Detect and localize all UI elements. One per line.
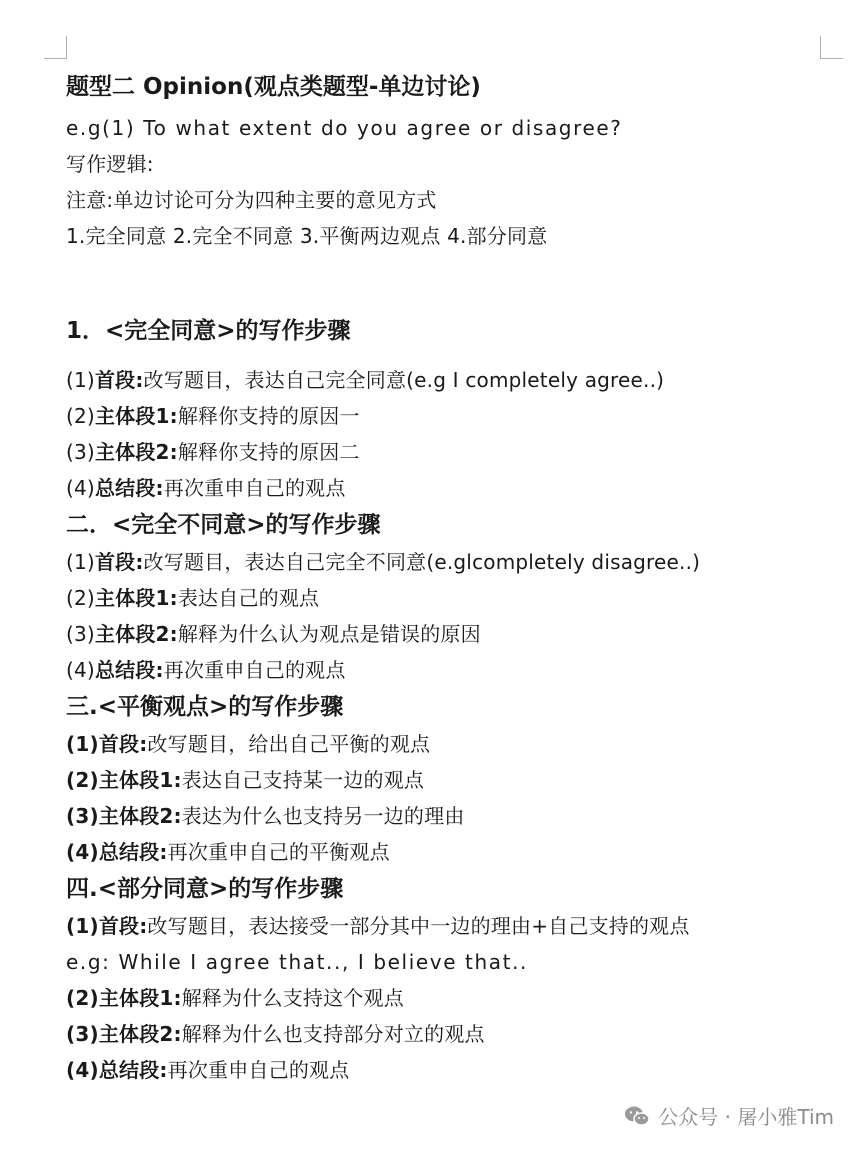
section-heading: 四.<部分同意>的写作步骤 (66, 876, 344, 902)
list-item: (4)总结段:再次重申自己的观点 (66, 476, 346, 500)
crop-mark-top-left (44, 36, 67, 59)
list-item: (1)首段:改写题目，给出自己平衡的观点 (66, 732, 431, 756)
watermark (624, 1101, 834, 1130)
wechat-icon (624, 1105, 650, 1127)
list-item: (3)主体段2:解释为什么认为观点是错误的原因 (66, 622, 481, 646)
intro-line: e.g(1) To what extent do you agree or disagree? (66, 116, 623, 140)
list-item: (1)首段:改写题目，表达自己完全同意(e.g I completely agree..) (66, 368, 665, 392)
section-heading: 1．<完全同意>的写作步骤 (66, 318, 351, 344)
list-item: (3)主体段2:解释你支持的原因二 (66, 440, 360, 464)
document-body (66, 68, 846, 1088)
watermark-text: 公众号 · 屠小雅Tim (658, 1105, 834, 1129)
section-heading: 二．<完全不同意>的写作步骤 (66, 512, 381, 538)
list-item: (2)主体段1:解释为什么支持这个观点 (66, 986, 404, 1010)
page-title: 题型二 Opinion(观点类题型-单边讨论) (66, 74, 481, 100)
intro-line: 1.完全同意 2.完全不同意 3.平衡两边观点 4.部分同意 (66, 224, 548, 248)
list-item: (4)总结段:再次重申自己的观点 (66, 1058, 350, 1082)
list-item: (4)总结段:再次重申自己的平衡观点 (66, 840, 390, 864)
list-item: (4)总结段:再次重申自己的观点 (66, 658, 346, 682)
list-item: (3)主体段2:表达为什么也支持另一边的理由 (66, 804, 465, 828)
crop-mark-top-right (820, 36, 843, 59)
intro-line: 写作逻辑: (66, 152, 154, 176)
section-heading: 三.<平衡观点>的写作步骤 (66, 694, 344, 720)
list-item: (1)首段:改写题目，表达接受一部分其中一边的理由+自己支持的观点 (66, 914, 690, 938)
list-item: (2)主体段1:表达自己的观点 (66, 586, 320, 610)
list-item: (1)首段:改写题目，表达自己完全不同意(e.glcompletely disagree..) (66, 550, 701, 574)
list-item: (3)主体段2:解释为什么也支持部分对立的观点 (66, 1022, 485, 1046)
list-item: (2)主体段1:解释你支持的原因一 (66, 404, 360, 428)
intro-line: 注意:单边讨论可分为四种主要的意见方式 (66, 188, 437, 212)
list-item: (2)主体段1:表达自己支持某一边的观点 (66, 768, 425, 792)
example-line: e.g: While I agree that.., I believe that.. (66, 950, 528, 974)
